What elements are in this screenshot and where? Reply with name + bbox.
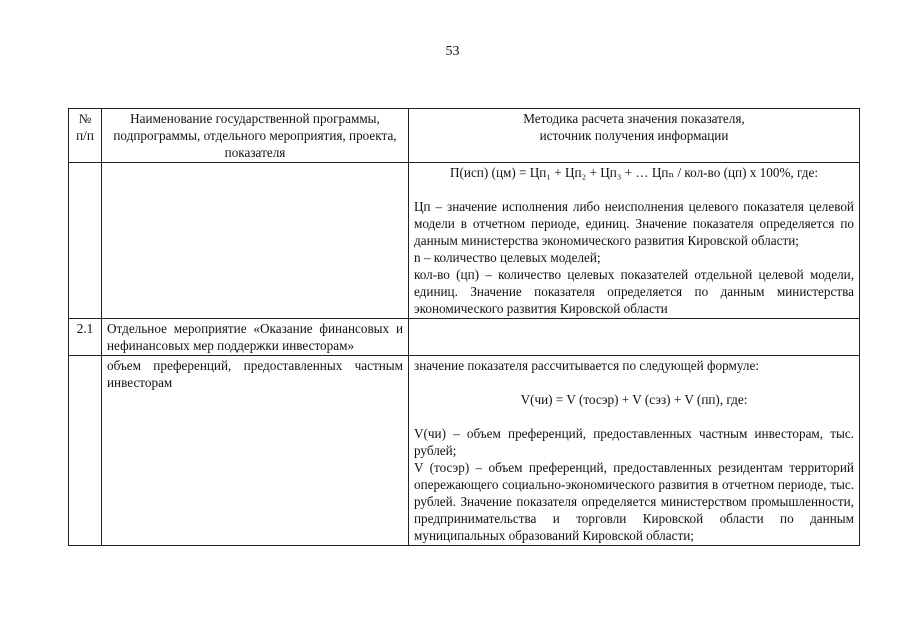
page-number: 53 — [445, 44, 460, 59]
method-paragraph: Цп – значение исполнения либо неисполнения целевого показателя целевой модели в отчетном периоде, единиц. Значение показателя определяется по данным министерства экономического развития Кировской области; — [414, 199, 854, 248]
method-paragraph: V (тосэр) – объем преференций, предоставленных резидентам территорий опережающего социально-экономического развития в отчетном периоде, тыс. рублей. Значение показателя определяется министерством промышленности, предпринимательства и торговли Кировской области по данным муниципальных образований Кировской области; — [414, 460, 854, 543]
table-row — [69, 319, 860, 356]
table-row — [69, 163, 860, 319]
header-num: № п/п — [69, 109, 102, 163]
row-method — [409, 356, 860, 546]
table-row — [69, 356, 860, 546]
method-formula: П(исп) (цм) = Цп₁ + Цп₂ + Цп₃ + … Цпₙ / кол-во (цп) х 100%, где: — [449, 165, 819, 180]
method-paragraph: кол-во (цп) – количество целевых показателей отдельной целевой модели, единиц. Значение показателя определяется по данным министерства экономического развития Кировской области — [414, 267, 854, 316]
row-name: объем преференций, предоставленных частным инвесторам — [102, 356, 409, 546]
row-name — [102, 163, 409, 319]
indicator-table — [68, 108, 860, 546]
row-num: 2.1 — [69, 319, 102, 356]
row-method — [409, 163, 860, 319]
row-num — [69, 356, 102, 546]
method-paragraph: n – количество целевых моделей; — [414, 250, 601, 265]
row-name: Отдельное мероприятие «Оказание финансовых и нефинансовых мер поддержки инвесторам» — [102, 319, 409, 356]
row-method — [409, 319, 860, 356]
method-intro: значение показателя рассчитывается по следующей формуле: — [414, 358, 760, 373]
header-name: Наименование государственной программы, подпрограммы, отдельного мероприятия, проекта, показателя — [102, 109, 409, 163]
method-paragraph: V(чи) – объем преференций, предоставленных частным инвесторам, тыс. рублей; — [414, 426, 854, 458]
row-num — [69, 163, 102, 319]
header-method: Методика расчета значения показателя, источник получения информации — [409, 109, 860, 163]
table-header-row — [69, 109, 860, 163]
method-formula: V(чи) = V (тосэр) + V (сэз) + V (пп), где: — [520, 392, 748, 407]
